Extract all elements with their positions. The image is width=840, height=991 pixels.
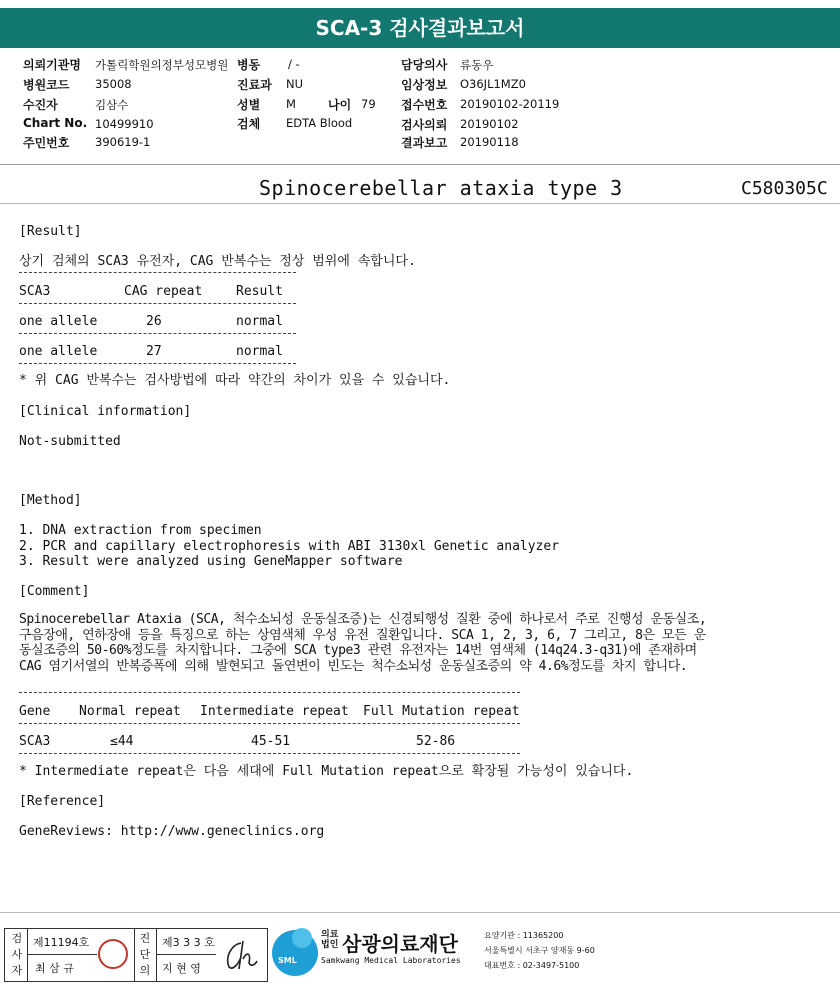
comment-line: CAG 염기서열의 반복증폭에 의해 발현되고 돌연변이 빈도는 척수소뇌성 운동실조증의 약 4.6%정도를 차지 합니다. (19, 659, 688, 674)
clinical-info-value: O36JL1MZ0 (460, 77, 526, 91)
clinical-heading: [Clinical information] (19, 404, 192, 419)
approver-label: 진단의 (139, 932, 151, 977)
comment-line: Spinocerebellar Ataxia (SCA, 척수소뇌성 운동실조증)는 신경퇴행성 질환 중에 하나로서 주로 진행성 운동실조, (19, 612, 707, 627)
repeat-table-rule (19, 692, 520, 693)
result-col-sca3: SCA3 (19, 284, 51, 299)
receipt-no-label: 접수번호 (401, 98, 448, 112)
org-phone: 대표번호 : 02-3497-5100 (484, 961, 580, 970)
specimen-label: 검체 (237, 117, 261, 131)
request-date-label: 검사의뢰 (401, 118, 448, 132)
method-item: 1. DNA extraction from specimen (19, 523, 262, 538)
comment-line: 동실조증의 50-60%정도를 차지합니다. 그중에 SCA type3 관련 유전자는 14번 염색체 (14q24.3-q31)에 존재하며 (19, 643, 697, 658)
method-heading: [Method] (19, 493, 82, 508)
box-divider (27, 929, 28, 981)
sex-value: M (286, 97, 296, 111)
id-label: 주민번호 (23, 136, 70, 150)
divider-title (0, 203, 840, 204)
dept-label: 진료과 (237, 78, 272, 92)
result-col-repeat: CAG repeat (124, 284, 203, 299)
request-date-value: 20190102 (460, 117, 519, 131)
result-row2-result: normal (236, 344, 283, 359)
report-title: SCA-3 검사결과보고서 (315, 16, 525, 40)
ward-label: 병동 (237, 58, 261, 72)
result-row1-allele: one allele (19, 314, 98, 329)
org-logo (292, 928, 312, 948)
dept-value: NU (286, 77, 304, 91)
signature-box (4, 928, 268, 982)
patient-value: 김삼수 (95, 98, 129, 112)
receipt-no-value: 20190102-20119 (460, 97, 560, 111)
report-date-value: 20190118 (460, 135, 519, 149)
result-row1-repeat: 26 (146, 314, 162, 329)
repeat-col-normal: Normal repeat (79, 704, 181, 719)
repeat-row-normal: ≤44 (110, 734, 134, 749)
age-label: 나이 (328, 98, 352, 112)
box-divider (27, 954, 97, 955)
org-address: 서울특별시 서초구 양재동 9-60 (484, 946, 595, 955)
result-summary: 상기 검체의 SCA3 유전자, CAG 반복수는 정상 범위에 속합니다. (19, 254, 416, 269)
divider-bottom (0, 912, 840, 913)
divider-top (0, 164, 840, 165)
repeat-table-rule (19, 753, 520, 754)
method-item: 2. PCR and capillary electrophoresis with ABI 3130xl Genetic analyzer (19, 539, 560, 554)
comment-heading: [Comment] (19, 584, 90, 599)
examiner-seal (98, 939, 128, 969)
patient-label: 수진자 (23, 98, 58, 112)
repeat-table-rule (19, 723, 520, 724)
approver-name: 지 현 영 (162, 962, 201, 975)
institution-value: 가톨릭학원의정부성모병원 (95, 58, 229, 72)
repeat-col-gene: Gene (19, 704, 51, 719)
comment-line: 구음장애, 연하장애 등을 특징으로 하는 상염색체 우성 유전 질환입니다. SCA 1, 2, 3, 6, 7 그리고, 8은 모든 운 (19, 628, 706, 643)
box-divider (156, 954, 216, 955)
specimen-value: EDTA Blood (286, 116, 353, 130)
examiner-license: 제11194호 (33, 936, 90, 949)
chart-value: 10499910 (95, 117, 154, 131)
result-row2-allele: one allele (19, 344, 98, 359)
repeat-col-full: Full Mutation repeat (363, 704, 520, 719)
org-english: Samkwang Medical Laboratories (321, 956, 461, 965)
reference-heading: [Reference] (19, 794, 106, 809)
result-table-rule (19, 333, 296, 334)
reference-link[interactable]: GeneReviews: http://www.geneclinics.org (19, 824, 325, 839)
method-item: 3. Result were analyzed using GeneMapper software (19, 554, 403, 569)
box-divider (156, 929, 157, 981)
hospital-code-label: 병원코드 (23, 78, 70, 92)
repeat-row-gene: SCA3 (19, 734, 51, 749)
repeat-col-intermediate: Intermediate repeat (200, 704, 349, 719)
result-table-rule (19, 303, 296, 304)
test-title: Spinocerebellar ataxia type 3 (259, 176, 623, 200)
test-code: C580305C (741, 178, 828, 199)
age-value: 79 (361, 97, 376, 111)
clinical-text: Not-submitted (19, 434, 121, 449)
doctor-value: 류동우 (460, 58, 494, 72)
org-prefix: 의료법인 (321, 930, 339, 950)
institution-label: 의뢰기관명 (23, 58, 81, 72)
institution-number: 요양기관 : 11365200 (484, 931, 564, 940)
result-row1-result: normal (236, 314, 283, 329)
result-row2-repeat: 27 (146, 344, 162, 359)
report-date-label: 결과보고 (401, 136, 448, 150)
ward-value: / - (288, 57, 300, 71)
sex-label: 성별 (237, 98, 261, 112)
examiner-name: 최 삼 규 (35, 962, 74, 975)
approver-license: 제3 3 3 호 (162, 936, 215, 949)
examiner-label: 검사자 (11, 932, 23, 977)
repeat-row-intermediate: 45-51 (251, 734, 291, 749)
box-divider (134, 929, 135, 981)
result-heading: [Result] (19, 224, 82, 239)
chart-label: Chart No. (23, 116, 88, 130)
result-table-rule (19, 363, 296, 364)
doctor-label: 담당의사 (401, 58, 448, 72)
logo-text: SML (278, 956, 297, 965)
result-table-rule (19, 272, 296, 273)
result-note: * 위 CAG 반복수는 검사방법에 따라 약간의 차이가 있을 수 있습니다. (19, 373, 451, 388)
org-name: 삼광의료재단 (342, 932, 458, 956)
repeat-note: * Intermediate repeat은 다음 세대에 Full Mutation repeat으로 확장될 가능성이 있습니다. (19, 764, 634, 779)
clinical-info-label: 임상정보 (401, 78, 448, 92)
hospital-code-value: 35008 (95, 77, 132, 91)
approver-signature (221, 937, 261, 973)
id-value: 390619-1 (95, 135, 151, 149)
result-col-result: Result (236, 284, 283, 299)
repeat-row-full: 52-86 (416, 734, 456, 749)
